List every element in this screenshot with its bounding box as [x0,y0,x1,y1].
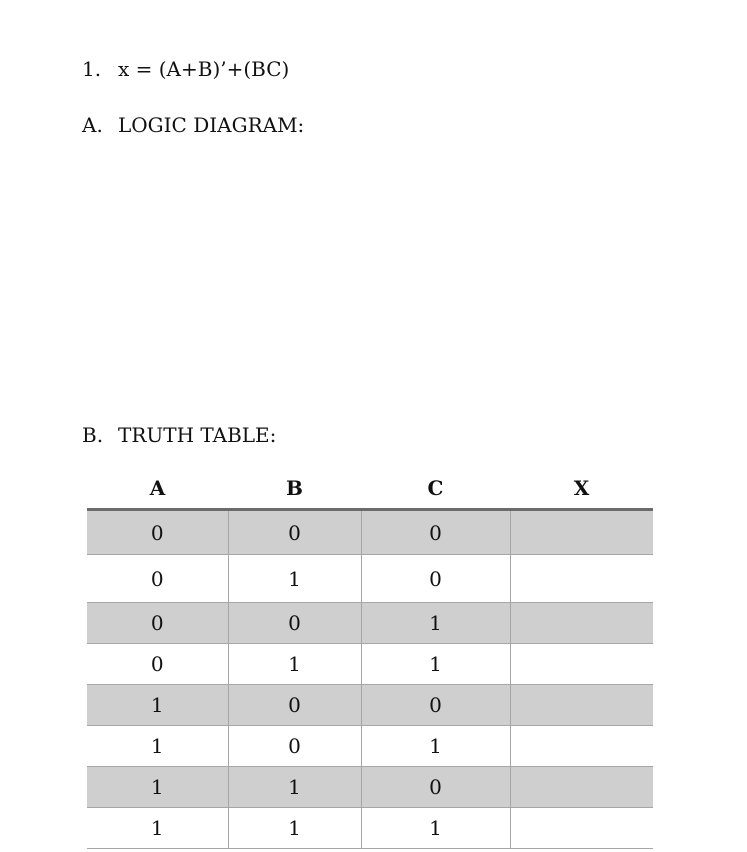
cell-c: 1 [361,808,510,849]
cell-c: 0 [361,510,510,555]
problem-number: 1. [82,57,102,81]
section-a-letter: A. [82,113,103,137]
cell-c: 0 [361,555,510,603]
header-a: A [87,468,228,510]
problem-line [82,57,289,81]
table-row [87,726,653,767]
table-row [87,510,653,555]
header-x: X [510,468,653,510]
truth-table [87,468,653,849]
cell-b: 1 [228,808,361,849]
cell-x[interactable] [510,603,653,644]
section-b-heading [82,423,276,447]
header-b: B [228,468,361,510]
cell-x[interactable] [510,726,653,767]
table-row [87,644,653,685]
cell-b: 1 [228,767,361,808]
cell-b: 0 [228,510,361,555]
cell-a: 1 [87,726,228,767]
section-b-title: TRUTH TABLE: [118,423,277,447]
cell-a: 0 [87,644,228,685]
cell-x[interactable] [510,644,653,685]
cell-c: 1 [361,644,510,685]
cell-b: 0 [228,685,361,726]
problem-expression: x = (A+B)’+(BC) [118,57,290,81]
cell-x[interactable] [510,510,653,555]
cell-a: 1 [87,808,228,849]
section-a-title: LOGIC DIAGRAM: [118,113,305,137]
cell-a: 1 [87,767,228,808]
cell-x[interactable] [510,685,653,726]
cell-b: 1 [228,644,361,685]
cell-a: 1 [87,685,228,726]
cell-a: 0 [87,510,228,555]
table-row [87,603,653,644]
section-a-heading [82,113,304,137]
cell-x[interactable] [510,767,653,808]
cell-a: 0 [87,555,228,603]
header-c: C [361,468,510,510]
table-row [87,808,653,849]
table-row [87,685,653,726]
cell-b: 0 [228,726,361,767]
table-row [87,767,653,808]
cell-x[interactable] [510,555,653,603]
cell-c: 0 [361,767,510,808]
section-b-letter: B. [82,423,104,447]
cell-c: 1 [361,603,510,644]
table-row [87,555,653,603]
truth-table-header-row [87,468,653,510]
logic-diagram-area [82,150,662,405]
cell-b: 1 [228,555,361,603]
cell-c: 1 [361,726,510,767]
cell-c: 0 [361,685,510,726]
cell-a: 0 [87,603,228,644]
cell-x[interactable] [510,808,653,849]
cell-b: 0 [228,603,361,644]
